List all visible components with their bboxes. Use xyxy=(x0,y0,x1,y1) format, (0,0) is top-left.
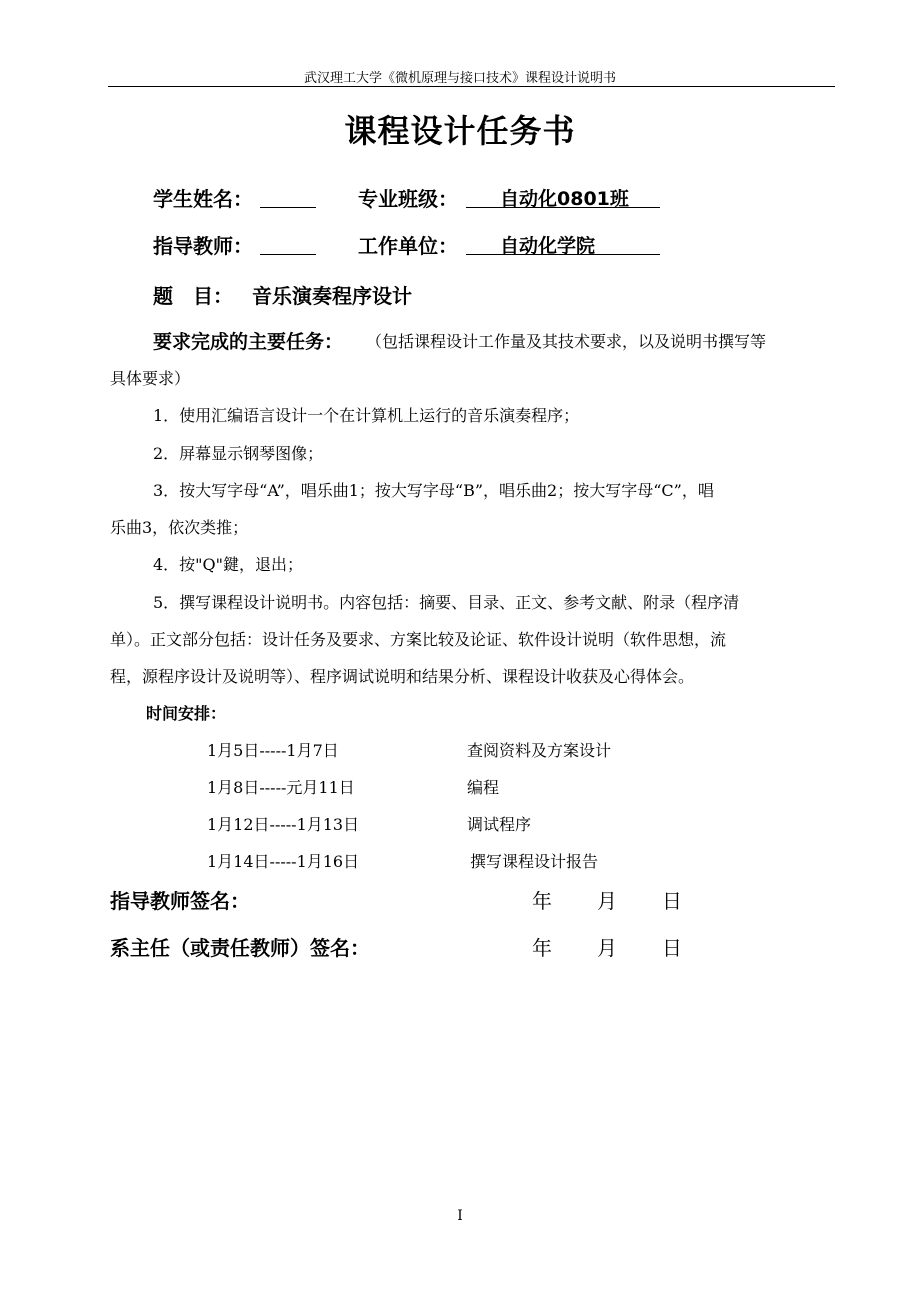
advisor-signature-label: 指导教师签名： xyxy=(110,889,250,913)
schedule-row-dates: 1月12日-----1月13日 xyxy=(207,815,360,834)
schedule-row-dates: 1月8日-----元月11日 xyxy=(207,778,355,797)
requirements-label: 要求完成的主要任务： xyxy=(153,331,344,353)
dept-head-signature-label: 系主任（或责任教师）签名： xyxy=(110,936,370,960)
requirement-item-1: 1．使用汇编语言设计一个在计算机上运行的音乐演奏程序； xyxy=(153,406,580,425)
schedule-row-dates: 1月5日-----1月7日 xyxy=(207,741,339,760)
requirement-item-5-line2: 单）。正文部分包括：设计任务及要求、方案比较及论证、软件设计说明（软件思想，流 xyxy=(110,630,727,649)
dept-head-sign-day: 日 xyxy=(662,936,682,960)
student-name-label: 学生姓名： xyxy=(153,187,253,211)
advisor-sign-day: 日 xyxy=(662,889,682,913)
advisor-sign-month: 月 xyxy=(597,889,617,913)
work-unit-label: 工作单位： xyxy=(358,234,458,258)
schedule-row-task: 查阅资料及方案设计 xyxy=(467,741,612,760)
schedule-row-dates: 1月14日-----1月16日 xyxy=(207,852,360,871)
requirements-intro-line2: 具体要求） xyxy=(110,369,191,388)
schedule-row-task: 撰写课程设计报告 xyxy=(470,852,599,871)
advisor-blank xyxy=(260,232,316,255)
major-class-label: 专业班级： xyxy=(358,187,458,211)
schedule-label: 时间安排： xyxy=(146,704,227,723)
requirement-item-2: 2．屏幕显示钢琴图像； xyxy=(153,444,324,463)
requirement-item-3-line1: 3．按大写字母“A”，唱乐曲1；按大写字母“B”，唱乐曲2；按大写字母“C”，唱 xyxy=(153,481,714,500)
page-number: I xyxy=(457,1208,463,1224)
schedule-row-task: 编程 xyxy=(467,778,500,797)
header-rule xyxy=(108,86,835,87)
topic-value: 音乐演奏程序设计 xyxy=(252,284,412,308)
advisor-label: 指导教师： xyxy=(153,234,253,258)
advisor-sign-year: 年 xyxy=(532,889,552,913)
student-name-blank xyxy=(260,185,316,208)
major-class-value: 自动化0801班 xyxy=(500,188,629,210)
topic-label: 题 目： xyxy=(153,284,233,308)
schedule-row-task: 调试程序 xyxy=(467,815,532,834)
document-title: 课程设计任务书 xyxy=(344,112,576,150)
requirement-item-4: 4．按"Q"鍵，退出； xyxy=(153,555,304,574)
requirement-item-5-line3: 程，源程序设计及说明等）、程序调试说明和结果分析、课程设计收获及心得体会。 xyxy=(110,667,695,686)
requirement-item-3-line2: 乐曲3，依次类推； xyxy=(110,518,249,537)
work-unit-value: 自动化学院 xyxy=(500,235,596,257)
page-header: 武汉理工大学《微机原理与接口技术》课程设计说明书 xyxy=(303,71,616,86)
requirement-item-5-line1: 5．撰写课程设计说明书。内容包括：摘要、目录、正文、参考文献、附录（程序清 xyxy=(153,593,740,612)
dept-head-sign-month: 月 xyxy=(597,936,617,960)
requirements-intro-line1: （包括课程设计工作量及其技术要求，以及说明书撰写等 xyxy=(366,332,767,351)
dept-head-sign-year: 年 xyxy=(532,936,552,960)
